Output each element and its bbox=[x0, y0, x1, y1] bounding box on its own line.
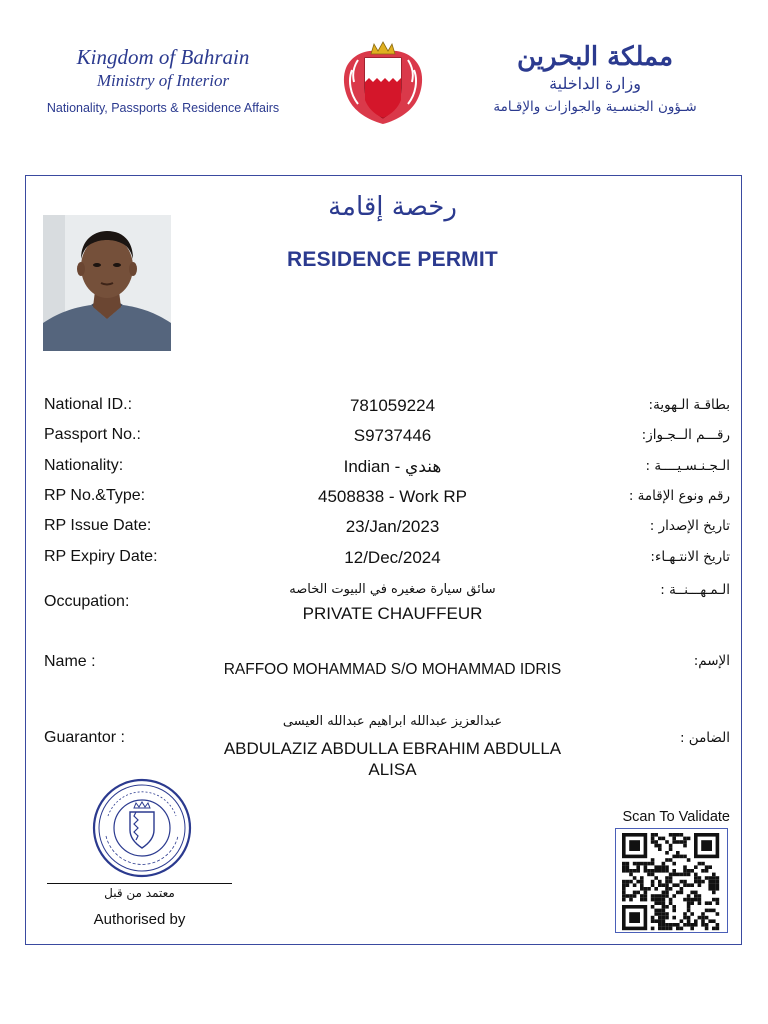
name-label-ar: الإسم: bbox=[693, 653, 730, 669]
rp-number-type-label-ar: رقم ونوع الإقامة : bbox=[628, 488, 730, 504]
ministry-header-arabic bbox=[440, 40, 750, 118]
rp-issue-date-label-ar: تاريخ الإصدار : bbox=[649, 518, 730, 534]
bahrain-coat-of-arms-icon bbox=[338, 40, 428, 126]
rp-number-type-label: RP No.&Type: bbox=[44, 487, 146, 504]
guarantor-value-ar: عبدالعزيز عبدالله ابراهيم عبدالله العيسى bbox=[282, 714, 503, 729]
rp-expiry-date-value: 12/Dec/2024 bbox=[344, 548, 441, 567]
department-title-en: Nationality, Passports & Residence Affairs bbox=[46, 101, 280, 115]
kingdom-title-ar: مملكة البحرين bbox=[516, 42, 674, 72]
rp-issue-date-value: 23/Jan/2023 bbox=[345, 517, 440, 536]
nationality-label-ar: الـجـنـسـيــــة : bbox=[645, 458, 730, 474]
guarantor-value-en-line2: ALISA bbox=[368, 760, 417, 779]
department-title-ar: شـؤون الجنسـية والجوازات والإقـامة bbox=[493, 99, 697, 115]
qr-code-icon[interactable] bbox=[615, 828, 728, 933]
name-value: RAFFOO MOHAMMAD S/O MOHAMMAD IDRIS bbox=[223, 661, 562, 678]
occupation-label-ar: الـمـهـــنــة : bbox=[660, 582, 730, 598]
nationality-value: Indian - هندي bbox=[343, 457, 442, 476]
permit-title-english: RESIDENCE PERMIT bbox=[287, 248, 498, 271]
ministry-title-en: Ministry of Interior bbox=[96, 71, 230, 90]
permit-title-arabic: رخصة إقامة bbox=[328, 192, 457, 222]
occupation-value-ar: سائق سيارة صغيره في البيوت الخاصه bbox=[289, 582, 496, 597]
official-stamp-icon bbox=[92, 778, 192, 878]
authorised-by-label: Authorised by bbox=[93, 911, 186, 928]
rp-expiry-date-label: RP Expiry Date: bbox=[44, 548, 158, 565]
guarantor-value-en-line1: ABDULAZIZ ABDULLA EBRAHIM ABDULLA bbox=[223, 739, 562, 758]
nationality-label: Nationality: bbox=[44, 457, 124, 474]
rp-issue-date-label: RP Issue Date: bbox=[44, 517, 152, 534]
approved-by-label-ar: معتمد من قبل bbox=[104, 886, 175, 900]
holder-photo bbox=[43, 215, 171, 351]
guarantor-label-ar: الضامن : bbox=[679, 730, 730, 746]
signature-line bbox=[47, 883, 232, 884]
guarantor-label: Guarantor : bbox=[44, 729, 125, 746]
ministry-title-ar: وزارة الداخلية bbox=[549, 74, 641, 93]
passport-no-value: S9737446 bbox=[353, 426, 432, 445]
passport-no-label: Passport No.: bbox=[44, 426, 141, 443]
national-id-value: 781059224 bbox=[349, 396, 436, 415]
rp-expiry-date-label-ar: تاريخ الانتـهـاء: bbox=[650, 549, 730, 565]
passport-no-label-ar: رقـــم الــجـواز: bbox=[641, 427, 730, 443]
national-id-label-ar: بطاقـة الـهوية: bbox=[648, 397, 730, 413]
ministry-header-english bbox=[0, 44, 326, 118]
rp-number-type-value: 4508838 - Work RP bbox=[318, 487, 467, 506]
occupation-value-en: PRIVATE CHAUFFEUR bbox=[302, 604, 483, 623]
national-id-label: National ID.: bbox=[44, 396, 133, 413]
scan-to-validate-label: Scan To Validate bbox=[622, 809, 730, 825]
occupation-label: Occupation: bbox=[44, 593, 130, 610]
kingdom-title-en: Kingdom of Bahrain bbox=[76, 45, 250, 69]
name-label: Name : bbox=[44, 653, 96, 670]
